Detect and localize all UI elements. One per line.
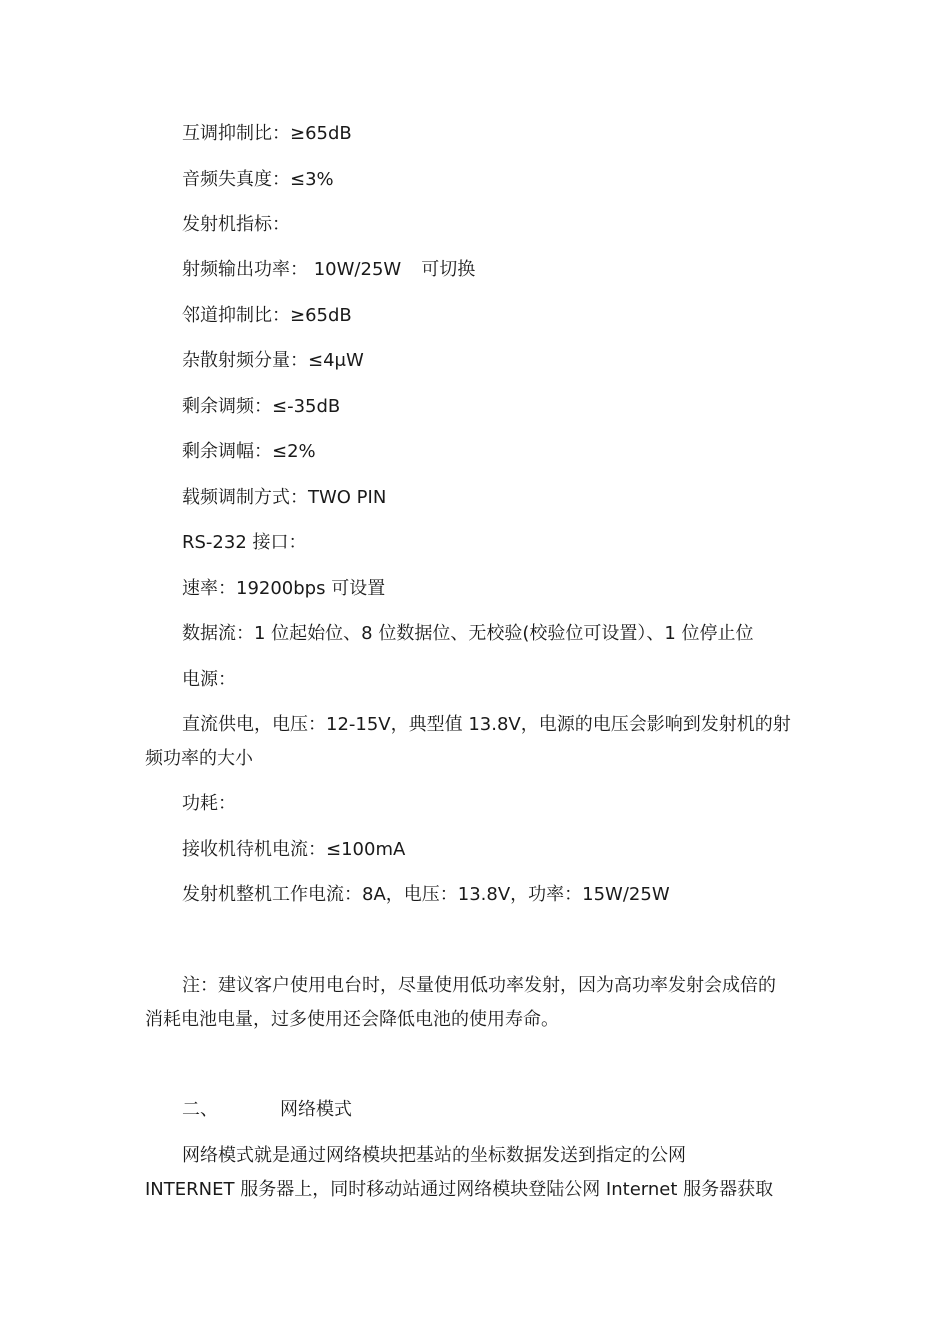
spec-modulation: 载频调制方式：TWO PIN xyxy=(182,487,387,508)
section-heading-network-mode xyxy=(182,1099,352,1121)
spec-tx-working-current: 发射机整机工作电流：8A，电压：13.8V，功率：15W/25W xyxy=(182,884,670,905)
spec-rf-output-power-note: 可切换 xyxy=(421,259,476,280)
section-number: 二、 xyxy=(182,1099,218,1120)
note-paragraph-cont: 消耗电池电量，过多使用还会降低电池的使用寿命。 xyxy=(145,1009,559,1030)
note-paragraph: 注：建议客户使用电台时，尽量使用低功率发射，因为高功率发射会成倍的 xyxy=(182,975,776,996)
spec-residual-fm: 剩余调频：≤-35dB xyxy=(182,396,341,417)
spec-dc-supply: 直流供电，电压：12-15V，典型值 13.8V，电源的电压会影响到发射机的射 xyxy=(182,714,791,735)
section-title: 网络模式 xyxy=(280,1099,352,1120)
spec-baud-rate: 速率：19200bps 可设置 xyxy=(182,578,386,599)
section-rs232: RS-232 接口： xyxy=(182,532,307,553)
spec-rf-output-power xyxy=(182,259,475,281)
spec-spurious-rf: 杂散射频分量：≤4μW xyxy=(182,350,364,371)
spec-rx-standby-current: 接收机待机电流：≤100mA xyxy=(182,839,406,860)
spec-residual-am: 剩余调幅：≤2% xyxy=(182,441,316,462)
spec-audio-distortion: 音频失真度：≤3% xyxy=(182,169,334,190)
section-power-consumption: 功耗： xyxy=(182,793,236,814)
spec-adjacent-channel: 邻道抑制比：≥65dB xyxy=(182,305,352,326)
network-mode-paragraph: 网络模式就是通过网络模块把基站的坐标数据发送到指定的公网 xyxy=(182,1145,686,1166)
spec-data-stream: 数据流：1 位起始位、8 位数据位、无校验(校验位可设置）、1 位停止位 xyxy=(182,623,754,644)
spec-intermod-rejection: 互调抑制比：≥65dB xyxy=(182,123,352,144)
spec-dc-supply-cont: 频功率的大小 xyxy=(145,748,253,769)
network-mode-paragraph-cont: INTERNET 服务器上，同时移动站通过网络模块登陆公网 Internet 服务器获取 xyxy=(145,1179,774,1200)
spec-rf-output-power-value: 射频输出功率： 10W/25W xyxy=(182,259,402,280)
section-power: 电源： xyxy=(182,669,236,690)
section-transmitter-specs: 发射机指标： xyxy=(182,214,290,235)
